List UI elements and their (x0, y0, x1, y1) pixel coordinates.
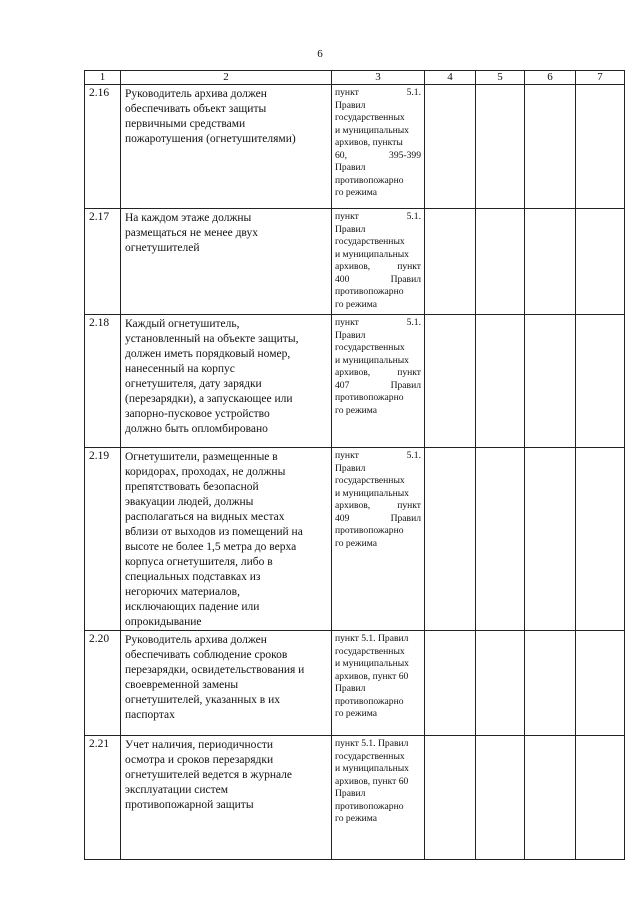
requirement-line: запорно-пусковое устройство (125, 408, 270, 420)
reference-line (335, 150, 421, 163)
requirement-line: опрокидывание (125, 616, 202, 628)
reference-word: 407 (335, 379, 350, 391)
requirement-line: Руководитель архива должен (125, 634, 267, 646)
reference-word: пункт (397, 367, 421, 378)
reference-word: Правил (335, 223, 366, 235)
reference-word: пункт (335, 211, 359, 222)
reference-line (335, 236, 421, 249)
reference-line (335, 671, 421, 684)
reference-cell (332, 448, 425, 631)
reference-line (335, 738, 421, 751)
empty-cell-col-5 (476, 448, 525, 631)
reference-line (335, 392, 421, 405)
reference-word: Правил (390, 512, 421, 524)
requirement-line: огнетушителей, указанных в их (125, 694, 281, 706)
header-cell: 5 (476, 71, 525, 85)
table-row (85, 85, 625, 209)
reference-word: противопожарно (335, 800, 404, 812)
requirement-line: осмотра и сроков перезарядки (125, 754, 274, 766)
row-number-cell: 2.21 (85, 736, 121, 860)
requirement-line: должно быть опломбировано (125, 423, 268, 435)
requirement-line: специальных подставках из (125, 571, 261, 583)
requirement-cell (121, 85, 332, 209)
reference-word: и муниципальных (335, 354, 409, 366)
requirement-line: паспортах (125, 709, 175, 721)
reference-line (335, 538, 421, 551)
empty-cell-col-5 (476, 209, 525, 315)
requirement-line: своевременной замены (125, 679, 239, 691)
requirement-line: должен иметь порядковый номер, (125, 348, 291, 360)
reference-line (335, 162, 421, 175)
reference-word: пункт (335, 317, 359, 328)
reference-line (335, 249, 421, 262)
empty-cell-col-4 (425, 448, 476, 631)
reference-word: архивов, (335, 367, 371, 378)
reference-line (335, 317, 421, 330)
reference-cell (332, 315, 425, 448)
reference-word: 395-399 (389, 149, 421, 161)
requirement-line: огнетушителя, дату зарядки (125, 378, 262, 390)
reference-line (335, 274, 421, 287)
reference-word: архивов, пункт 60 (335, 670, 409, 682)
reference-word: 60, (335, 149, 347, 161)
reference-line (335, 286, 421, 299)
requirement-line: препятствовать безопасной (125, 481, 259, 493)
reference-word: противопожарно (335, 174, 404, 186)
requirement-line: эксплуатации систем (125, 784, 229, 796)
reference-word: и муниципальных (335, 763, 409, 774)
requirement-line: огнетушителей (125, 242, 200, 254)
requirement-line: (перезарядки), а запускающее или (125, 393, 293, 405)
reference-line (335, 125, 421, 138)
requirement-line: установленный на объекте защиты, (125, 333, 299, 345)
header-cell: 4 (425, 71, 476, 85)
reference-word: архивов, (335, 500, 371, 511)
reference-word: пункт (335, 87, 359, 98)
reference-line (335, 330, 421, 343)
reference-word: 5.1. (406, 211, 421, 222)
requirement-line: пожаротушения (огнетушителями) (125, 133, 296, 145)
reference-word: Правил (335, 462, 366, 474)
page-number: 6 (317, 48, 323, 60)
reference-line (335, 463, 421, 476)
reference-line (335, 658, 421, 671)
reference-line (335, 224, 421, 237)
reference-word: Правил (390, 379, 421, 391)
reference-word: и муниципальных (335, 487, 409, 499)
reference-word: государственных (335, 645, 405, 657)
requirement-line: эвакуации людей, должны (125, 496, 254, 508)
header-cell: 3 (332, 71, 425, 85)
requirement-line: Учет наличия, периодичности (125, 739, 274, 751)
row-number-cell: 2.19 (85, 448, 121, 631)
reference-word: пункт (397, 500, 421, 511)
reference-word: и муниципальных (335, 248, 409, 260)
empty-cell-col-4 (425, 631, 476, 736)
requirements-table (84, 70, 625, 860)
reference-line (335, 87, 421, 100)
reference-word: го режима (335, 813, 377, 824)
empty-cell-col-6 (525, 315, 576, 448)
empty-cell-col-5 (476, 85, 525, 209)
table-row (85, 209, 625, 315)
reference-line (335, 646, 421, 659)
reference-word: го режима (335, 187, 377, 198)
empty-cell-col-7 (576, 209, 625, 315)
reference-line (335, 696, 421, 709)
requirement-line: высоте не более 1,5 метра до верха (125, 541, 297, 553)
empty-cell-col-7 (576, 85, 625, 209)
requirement-line: исключающих падение или (125, 601, 260, 613)
table-row (85, 736, 625, 860)
reference-word: пункт 5.1. Правил (335, 633, 409, 644)
empty-cell-col-4 (425, 315, 476, 448)
reference-word: государственных (335, 475, 405, 486)
requirement-line: располагаться на видных местах (125, 511, 285, 523)
reference-line (335, 475, 421, 488)
reference-line (335, 187, 421, 200)
reference-word: Правил (335, 162, 366, 173)
reference-word: 400 (335, 273, 350, 285)
reference-line (335, 683, 421, 696)
reference-line (335, 405, 421, 418)
reference-word: 409 (335, 512, 350, 524)
reference-word: 5.1. (406, 450, 421, 461)
reference-word: го режима (335, 708, 377, 719)
requirement-line: размещаться не менее двух (125, 227, 258, 239)
reference-line (335, 299, 421, 312)
reference-word: 5.1. (406, 317, 421, 328)
reference-line (335, 211, 421, 224)
reference-line (335, 112, 421, 125)
row-number-cell: 2.20 (85, 631, 121, 736)
reference-line (335, 513, 421, 526)
requirement-line: На каждом этаже должны (125, 212, 252, 224)
requirement-line: перезарядки, освидетельствования и (125, 664, 305, 676)
requirement-line: негорючих материалов, (125, 586, 240, 598)
reference-line (335, 450, 421, 463)
requirement-line: обеспечивать соблюдение сроков (125, 649, 288, 661)
reference-word: пункт (397, 261, 421, 272)
reference-line (335, 488, 421, 501)
reference-word: государственных (335, 342, 405, 353)
reference-line (335, 633, 421, 646)
reference-line (335, 813, 421, 826)
empty-cell-col-7 (576, 736, 625, 860)
reference-line (335, 500, 421, 513)
reference-word: государственных (335, 750, 405, 762)
requirement-cell (121, 448, 332, 631)
reference-cell (332, 85, 425, 209)
reference-word: Правил (335, 788, 366, 799)
reference-word: пункт 5.1. Правил (335, 738, 409, 749)
reference-word: Правил (390, 273, 421, 285)
reference-line (335, 525, 421, 538)
reference-word: государственных (335, 236, 405, 247)
reference-word: архивов, (335, 261, 371, 272)
reference-word: го режима (335, 537, 377, 549)
requirement-line: нанесенный на корпус (125, 363, 235, 375)
reference-cell (332, 209, 425, 315)
requirement-cell (121, 631, 332, 736)
requirement-line: Огнетушители, размещенные в (125, 451, 278, 463)
reference-word: го режима (335, 298, 377, 310)
empty-cell-col-4 (425, 736, 476, 860)
empty-cell-col-6 (525, 448, 576, 631)
requirement-line: вблизи от выходов из помещений на (125, 526, 303, 538)
reference-word: Правил (335, 329, 366, 341)
requirement-line: противопожарной защиты (125, 799, 254, 811)
reference-cell (332, 736, 425, 860)
reference-line (335, 355, 421, 368)
requirement-line: первичными средствами (125, 118, 246, 130)
reference-word: архивов, пункт 60 (335, 775, 409, 787)
table-row (85, 315, 625, 448)
reference-line (335, 776, 421, 789)
header-cell: 1 (85, 71, 121, 85)
reference-line (335, 342, 421, 355)
reference-line (335, 751, 421, 764)
reference-word: противопожарно (335, 525, 404, 536)
row-number-cell: 2.16 (85, 85, 121, 209)
reference-line (335, 763, 421, 776)
empty-cell-col-7 (576, 448, 625, 631)
reference-line (335, 801, 421, 814)
reference-word: архивов, пункты (335, 137, 403, 148)
empty-cell-col-6 (525, 209, 576, 315)
empty-cell-col-6 (525, 85, 576, 209)
reference-line (335, 367, 421, 380)
reference-line (335, 137, 421, 150)
row-number-cell: 2.18 (85, 315, 121, 448)
requirement-line: коридорах, проходах, не должны (125, 466, 286, 478)
reference-word: го режима (335, 404, 377, 416)
empty-cell-col-4 (425, 85, 476, 209)
requirement-cell (121, 209, 332, 315)
requirement-line: Руководитель архива должен (125, 88, 267, 100)
header-cell: 6 (525, 71, 576, 85)
reference-line (335, 175, 421, 188)
table-row (85, 448, 625, 631)
table-header-row (85, 71, 625, 85)
reference-line (335, 100, 421, 113)
empty-cell-col-7 (576, 631, 625, 736)
header-cell: 7 (576, 71, 625, 85)
empty-cell-col-5 (476, 315, 525, 448)
empty-cell-col-6 (525, 631, 576, 736)
reference-cell (332, 631, 425, 736)
requirement-line: огнетушителей ведется в журнале (125, 769, 293, 781)
empty-cell-col-7 (576, 315, 625, 448)
requirement-cell (121, 315, 332, 448)
reference-line (335, 261, 421, 274)
reference-line (335, 788, 421, 801)
reference-word: противопожарно (335, 392, 404, 403)
reference-word: противопожарно (335, 286, 404, 297)
header-cell: 2 (121, 71, 332, 85)
requirement-cell (121, 736, 332, 860)
reference-word: Правил (335, 683, 366, 694)
requirement-line: корпуса огнетушителя, либо в (125, 556, 273, 568)
row-number-cell: 2.17 (85, 209, 121, 315)
reference-word: и муниципальных (335, 658, 409, 669)
reference-word: 5.1. (406, 87, 421, 98)
reference-word: противопожарно (335, 695, 404, 707)
reference-word: государственных (335, 112, 405, 123)
table-row (85, 631, 625, 736)
requirement-line: Каждый огнетушитель, (125, 318, 240, 330)
reference-word: пункт (335, 450, 359, 461)
empty-cell-col-5 (476, 736, 525, 860)
empty-cell-col-5 (476, 631, 525, 736)
reference-line (335, 708, 421, 721)
reference-word: и муниципальных (335, 124, 409, 136)
empty-cell-col-6 (525, 736, 576, 860)
empty-cell-col-4 (425, 209, 476, 315)
reference-word: Правил (335, 99, 366, 111)
reference-line (335, 380, 421, 393)
requirement-line: обеспечивать объект защиты (125, 103, 267, 115)
